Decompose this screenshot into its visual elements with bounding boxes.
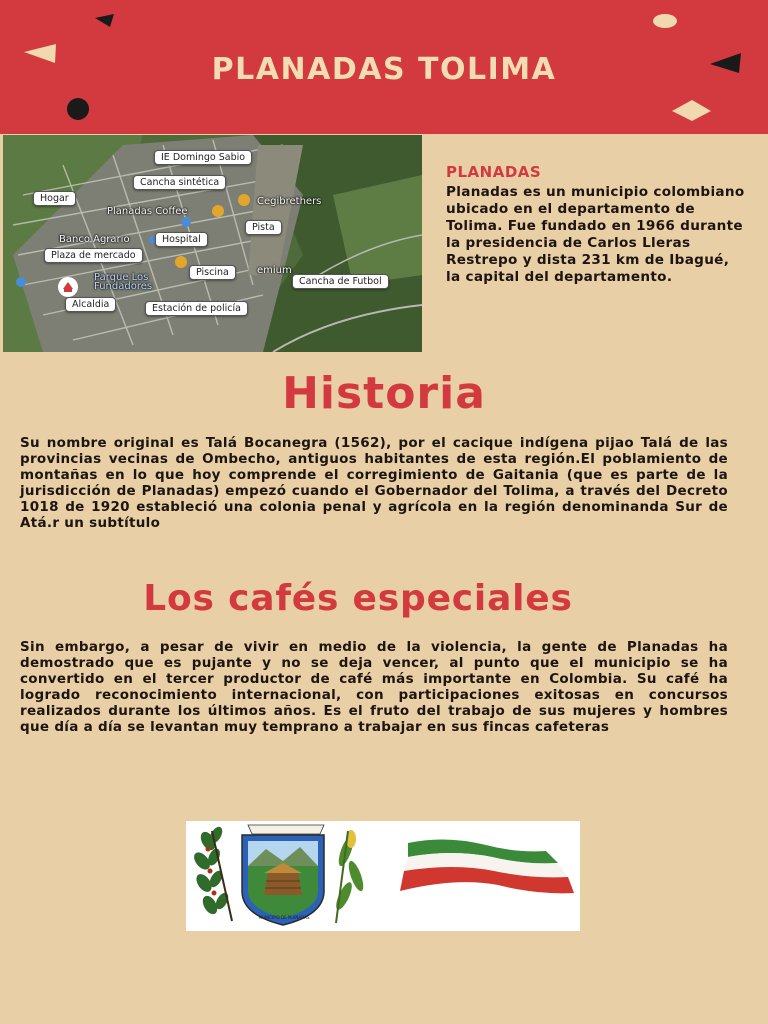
- map-place-premium: emium: [257, 265, 292, 276]
- intro-paragraph: Planadas es un municipio colombiano ubicado en el departamento de Tolima. Fue fundado en 1966 durante la presidencia de Carlos Lleras Restrepo y dista 231 km de Ibagué, la capital del departamento.: [446, 184, 745, 285]
- map-place-banco-agrario: Banco Agrario: [59, 234, 130, 245]
- map-place-parque-1: Parque Los: [94, 272, 149, 283]
- header-banner: [0, 0, 768, 134]
- shield-motto: MUNICIPIO DE PLANADAS: [258, 915, 310, 920]
- map-place-parque-2: Fundadores: [94, 281, 153, 292]
- cafes-title: Los cafés especiales: [143, 578, 573, 619]
- map-place-planadas-coffee: Planadas Coffee: [107, 206, 188, 217]
- map-label-hospital: Hospital: [155, 232, 208, 247]
- historia-title: Historia: [282, 368, 486, 419]
- map-label-ie-domingo-sabio: IE Domingo Sabio: [154, 150, 252, 165]
- map-label-pista: Pista: [245, 220, 282, 235]
- map-label-piscina: Piscina: [189, 265, 236, 280]
- town-map: [3, 135, 422, 352]
- map-label-hogar: Hogar: [33, 191, 76, 206]
- map-label-cancha-de-futbol: Cancha de Futbol: [292, 274, 389, 289]
- historia-paragraph: Su nombre original es Talá Bocanegra (1562), por el cacique indígena pijao Talá de las provincias vecinas de Ombecho, antiguos habitantes de esta región.El poblamiento de montañas en lo que hoy comprende el corregimiento de Gaitania (que es parte de la jurisdicción de Planadas) empezó cuando el Gobernador del Tolima, a través del Decreto 1018 de 1920 estableció una colonia penal y agrícola en la región denominanda Sur de Atá.r un subtítulo: [20, 435, 728, 531]
- map-label-estacion-de-policia: Estación de policía: [145, 301, 248, 316]
- page-title: PLANADAS TOLIMA: [211, 52, 557, 87]
- emblems-panel: [186, 821, 580, 931]
- map-label-alcaldia: Alcaldia: [65, 297, 116, 312]
- map-label-cancha-sintetica: Cancha sintética: [133, 175, 226, 190]
- map-place-cegibrethers: Cegibrethers: [257, 196, 322, 207]
- cafes-paragraph: Sin embargo, a pesar de vivir en medio de la violencia, la gente de Planadas ha demostrado que es pujante y no se deja vencer, al punto que el municipio se ha convertido en el tercer productor de café más importante en Colombia. Su café ha logrado reconocimiento internacional, con participaciones exitosas en concursos realizados durante los últimos años. Es el fruto del trabajo de sus mujeres y hombres que día a día se levantan muy temprano a trabajar en sus fincas cafeteras: [20, 639, 728, 735]
- map-label-plaza-de-mercado: Plaza de mercado: [44, 248, 143, 263]
- intro-heading: PLANADAS: [446, 163, 542, 181]
- coat-of-arms-and-flag: [186, 821, 580, 931]
